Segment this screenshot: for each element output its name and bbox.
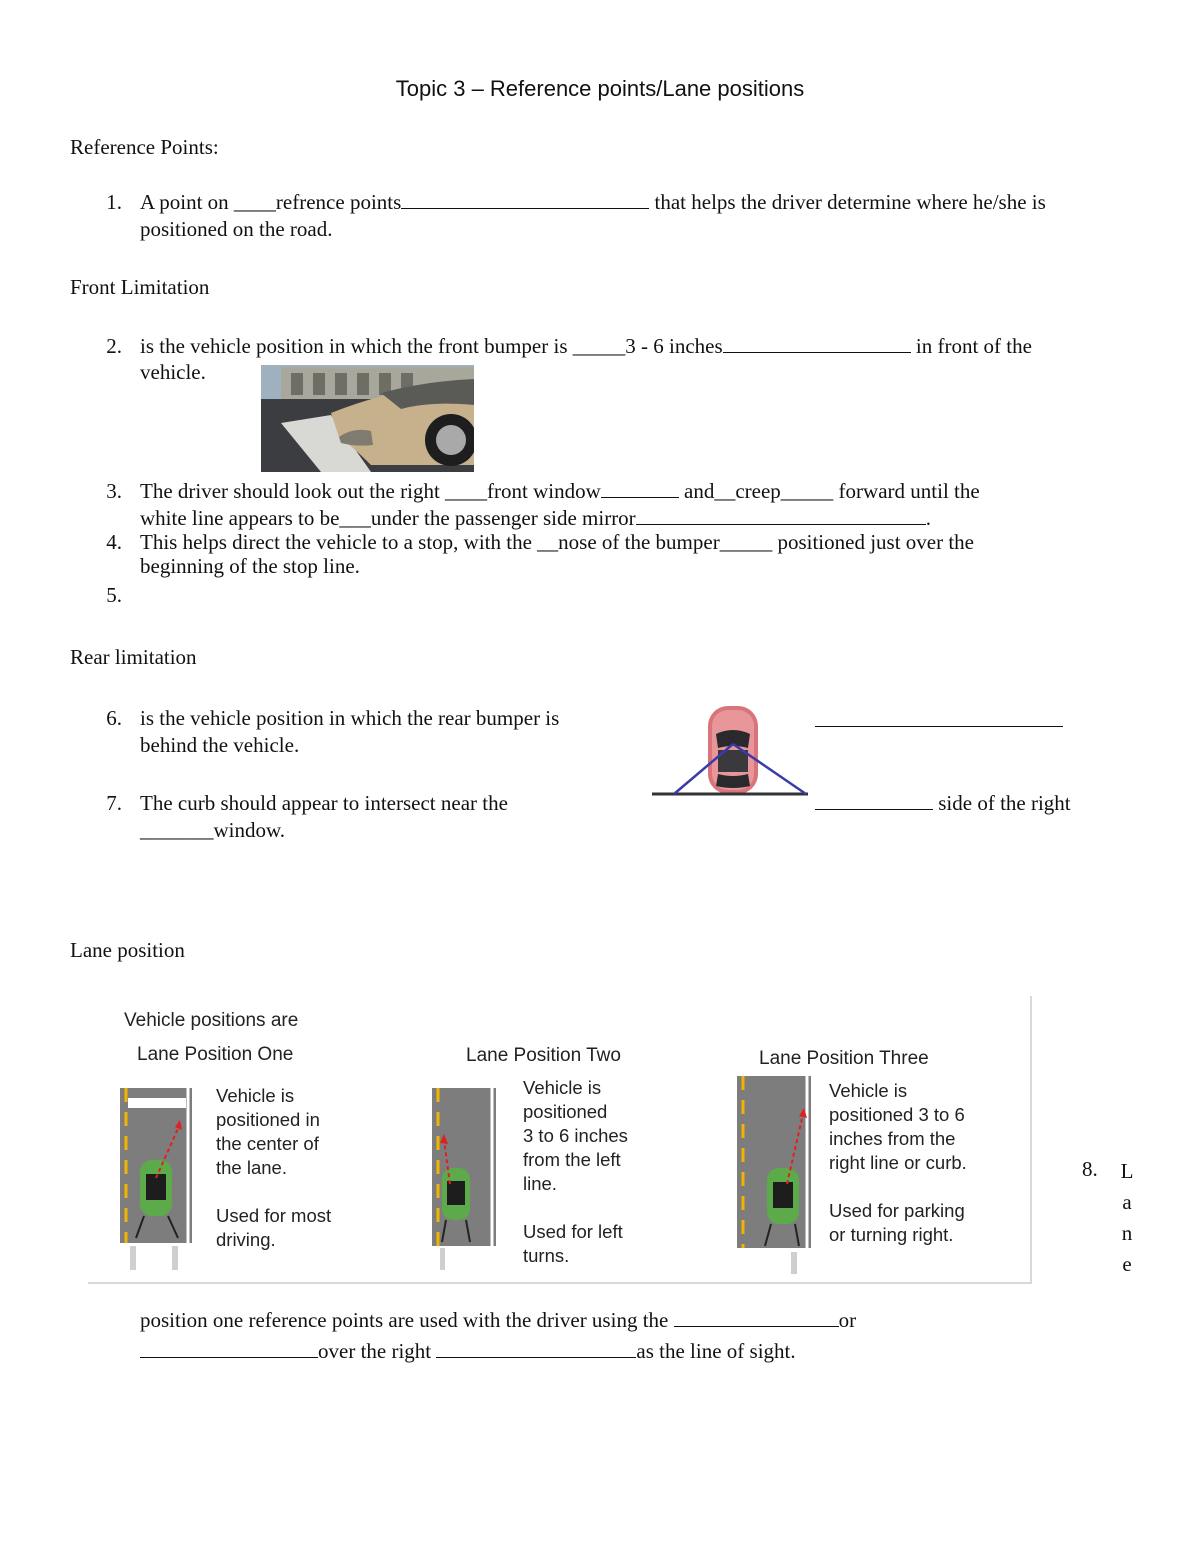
item-8-text-b: or: [838, 1308, 857, 1332]
front-bumper-photo: [261, 365, 474, 472]
section-heading-rear-limitation: Rear limitation: [70, 645, 197, 669]
lane-position-one-diagram: [120, 1088, 192, 1273]
item-6-blank[interactable]: [815, 708, 1063, 733]
lane-graphic-header: Vehicle positions are: [124, 1010, 299, 1031]
item-1-line-1: [140, 190, 1046, 215]
item-3-line-1: [140, 479, 980, 504]
lane-position-one-text: Vehicle is positioned in the center of the lane. Used for most driving.: [216, 1085, 332, 1250]
item-number: 7.: [106, 791, 122, 815]
answer-blank[interactable]: [601, 496, 679, 498]
item-number: 2.: [106, 334, 122, 358]
item-7-text-c: side of the right: [938, 791, 1071, 815]
answer-blank[interactable]: [436, 1356, 636, 1358]
section-heading-front-limitation: Front Limitation: [70, 275, 210, 299]
item-number: 3.: [106, 479, 122, 503]
lane-position-one-title: Lane Position One: [137, 1044, 294, 1065]
item-8-text-c: over the right: [318, 1339, 432, 1363]
item-number: 4.: [106, 530, 122, 554]
answer-blank[interactable]: [140, 1356, 318, 1358]
item-8-line-2: [140, 1339, 796, 1364]
item-2-line-2: vehicle.: [140, 360, 206, 384]
item-1-text-a: A point on ____refrence points: [140, 190, 402, 214]
item-7-line-2: _______window.: [140, 818, 286, 842]
section-heading-reference-points: Reference Points:: [70, 135, 219, 159]
answer-blank[interactable]: [636, 523, 926, 525]
item-1-text-b: that helps the driver determine where he/she is: [654, 190, 1046, 214]
item-7-line-1: The curb should appear to intersect near the: [140, 791, 508, 815]
item-2-text-a: is the vehicle position in which the front bumper is _____3 - 6 inches: [140, 334, 723, 358]
lane-position-two-text: Vehicle is positioned 3 to 6 inches from the left line. Used for left turns.: [523, 1077, 628, 1266]
answer-blank[interactable]: [674, 1325, 839, 1327]
item-3-text-d: .: [925, 506, 931, 530]
lane-position-three-text: Vehicle is positioned 3 to 6 inches from the right line or curb. Used for parking or turning right.: [829, 1080, 967, 1245]
item-6-line-1: is the vehicle position in which the rear bumper is: [140, 706, 560, 730]
item-3-line-2: [140, 506, 931, 531]
item-8-text-a: position one reference points are used with the driver using the: [140, 1308, 669, 1332]
item-4-line-1: This helps direct the vehicle to a stop, with the __nose of the bumper_____ positioned just over the: [140, 530, 975, 554]
item-3-text-b: and__creep_____ forward until the: [684, 479, 980, 503]
item-4-line-2: beginning of the stop line.: [140, 554, 360, 578]
item-3-text-a: The driver should look out the right ____front window: [140, 479, 601, 503]
section-heading-lane-position: Lane position: [70, 938, 185, 962]
item-2-line-1: [140, 334, 1032, 359]
item-number: 6.: [106, 706, 122, 730]
lane-position-two-title: Lane Position Two: [466, 1045, 621, 1066]
rear-limitation-diagram: [650, 700, 810, 800]
item-number: 5.: [106, 583, 122, 607]
page-title: Topic 3 – Reference points/Lane positions: [395, 76, 805, 101]
answer-blank[interactable]: [815, 808, 933, 810]
item-8-text-d: as the line of sight.: [636, 1339, 796, 1363]
item-8-line-1: [140, 1308, 856, 1333]
lane-position-two-diagram: [432, 1088, 496, 1273]
answer-blank[interactable]: [723, 351, 911, 353]
answer-blank[interactable]: [401, 207, 649, 209]
item-1-line-2: positioned on the road.: [140, 217, 333, 241]
lane-position-three-title: Lane Position Three: [759, 1048, 929, 1069]
item-number: 8.: [1082, 1157, 1098, 1181]
item-number: 1.: [106, 190, 122, 214]
item-6-line-2: behind the vehicle.: [140, 733, 300, 757]
item-3-text-c: white line appears to be___under the passenger side mirror: [140, 506, 636, 530]
item-7-right: [815, 791, 1071, 816]
item-2-text-b: in front of the: [915, 334, 1032, 358]
item-8-vertical-letters: L a n e: [1120, 1159, 1134, 1276]
lane-position-three-diagram: [737, 1076, 811, 1276]
